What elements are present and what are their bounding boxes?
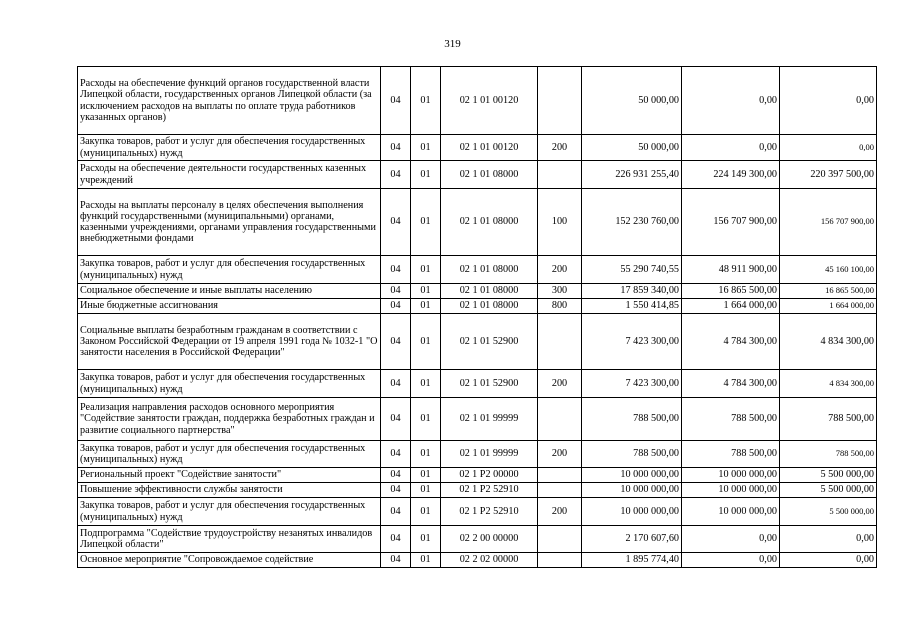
section-code-cell: 04 bbox=[381, 314, 411, 370]
page-number: 319 bbox=[444, 38, 461, 50]
amount-year3-cell: 4 834 300,00 bbox=[780, 314, 877, 370]
subsection-code-cell: 01 bbox=[411, 398, 441, 441]
expense-type-cell bbox=[538, 398, 582, 441]
subsection-code-cell: 01 bbox=[411, 135, 441, 161]
amount-year3-cell: 45 160 100,00 bbox=[780, 256, 877, 284]
budget-table bbox=[77, 66, 877, 568]
expense-type-cell: 300 bbox=[538, 284, 582, 299]
section-code-cell: 04 bbox=[381, 398, 411, 441]
section-code-cell: 04 bbox=[381, 161, 411, 189]
subsection-code-cell: 01 bbox=[411, 161, 441, 189]
amount-year1-cell: 152 230 760,00 bbox=[582, 189, 682, 256]
row-name-cell: Закупка товаров, работ и услуг для обеспечения государственных (муниципальных) нужд bbox=[78, 135, 381, 161]
expense-type-cell: 200 bbox=[538, 135, 582, 161]
amount-year3-cell: 5 500 000,00 bbox=[780, 498, 877, 526]
amount-year2-cell: 10 000 000,00 bbox=[682, 483, 780, 498]
table-row bbox=[78, 284, 877, 299]
section-code-cell: 04 bbox=[381, 299, 411, 314]
amount-year3-cell: 1 664 000,00 bbox=[780, 299, 877, 314]
target-article-cell: 02 1 01 08000 bbox=[441, 189, 538, 256]
row-name-cell: Основное мероприятие "Сопровождаемое содействие bbox=[78, 553, 381, 568]
section-code-cell: 04 bbox=[381, 67, 411, 135]
amount-year2-cell: 1 664 000,00 bbox=[682, 299, 780, 314]
amount-year2-cell: 10 000 000,00 bbox=[682, 468, 780, 483]
amount-year1-cell: 50 000,00 bbox=[582, 135, 682, 161]
expense-type-cell bbox=[538, 526, 582, 553]
table-row bbox=[78, 526, 877, 553]
amount-year3-cell: 5 500 000,00 bbox=[780, 483, 877, 498]
section-code-cell: 04 bbox=[381, 483, 411, 498]
target-article-cell: 02 1 01 08000 bbox=[441, 284, 538, 299]
subsection-code-cell: 01 bbox=[411, 67, 441, 135]
table-row bbox=[78, 161, 877, 189]
section-code-cell: 04 bbox=[381, 441, 411, 468]
section-code-cell: 04 bbox=[381, 468, 411, 483]
subsection-code-cell: 01 bbox=[411, 370, 441, 398]
amount-year2-cell: 4 784 300,00 bbox=[682, 314, 780, 370]
amount-year2-cell: 10 000 000,00 bbox=[682, 498, 780, 526]
table-row bbox=[78, 483, 877, 498]
amount-year3-cell: 5 500 000,00 bbox=[780, 468, 877, 483]
row-name-cell: Расходы на обеспечение функций органов государственной власти Липецкой области, государственных органов Липецкой области (за исключением расходов на выплаты по оплате труда работников указанных органов) bbox=[78, 67, 381, 135]
amount-year2-cell: 48 911 900,00 bbox=[682, 256, 780, 284]
expense-type-cell bbox=[538, 161, 582, 189]
target-article-cell: 02 1 01 99999 bbox=[441, 398, 538, 441]
section-code-cell: 04 bbox=[381, 553, 411, 568]
target-article-cell: 02 1 01 00120 bbox=[441, 135, 538, 161]
amount-year1-cell: 55 290 740,55 bbox=[582, 256, 682, 284]
row-name-cell: Социальное обеспечение и иные выплаты населению bbox=[78, 284, 381, 299]
amount-year3-cell: 0,00 bbox=[780, 553, 877, 568]
table-row bbox=[78, 299, 877, 314]
target-article-cell: 02 1 01 52900 bbox=[441, 370, 538, 398]
table-row bbox=[78, 553, 877, 568]
amount-year3-cell: 0,00 bbox=[780, 526, 877, 553]
target-article-cell: 02 1 01 08000 bbox=[441, 299, 538, 314]
table-row bbox=[78, 256, 877, 284]
row-name-cell: Подпрограмма "Содействие трудоустройству незанятых инвалидов Липецкой области" bbox=[78, 526, 381, 553]
target-article-cell: 02 1 01 08000 bbox=[441, 256, 538, 284]
table-row bbox=[78, 398, 877, 441]
amount-year3-cell: 16 865 500,00 bbox=[780, 284, 877, 299]
amount-year2-cell: 0,00 bbox=[682, 553, 780, 568]
row-name-cell: Региональный проект "Содействие занятости" bbox=[78, 468, 381, 483]
row-name-cell: Социальные выплаты безработным гражданам в соответствии с Законом Российской Федерации от 19 апреля 1991 года № 1032-1 "О занятости населения в Российской Федерации" bbox=[78, 314, 381, 370]
amount-year1-cell: 10 000 000,00 bbox=[582, 468, 682, 483]
table-row bbox=[78, 135, 877, 161]
target-article-cell: 02 1 P2 52910 bbox=[441, 498, 538, 526]
amount-year2-cell: 4 784 300,00 bbox=[682, 370, 780, 398]
target-article-cell: 02 2 02 00000 bbox=[441, 553, 538, 568]
expense-type-cell bbox=[538, 553, 582, 568]
table-row bbox=[78, 468, 877, 483]
amount-year1-cell: 10 000 000,00 bbox=[582, 483, 682, 498]
expense-type-cell: 800 bbox=[538, 299, 582, 314]
section-code-cell: 04 bbox=[381, 256, 411, 284]
amount-year2-cell: 788 500,00 bbox=[682, 441, 780, 468]
amount-year3-cell: 4 834 300,00 bbox=[780, 370, 877, 398]
amount-year1-cell: 17 859 340,00 bbox=[582, 284, 682, 299]
subsection-code-cell: 01 bbox=[411, 284, 441, 299]
row-name-cell: Реализация направления расходов основного мероприятия "Содействие занятости граждан, поддержка безработных граждан и развитие социального партнерства" bbox=[78, 398, 381, 441]
amount-year2-cell: 0,00 bbox=[682, 67, 780, 135]
subsection-code-cell: 01 bbox=[411, 299, 441, 314]
table-body bbox=[78, 67, 877, 568]
amount-year2-cell: 224 149 300,00 bbox=[682, 161, 780, 189]
subsection-code-cell: 01 bbox=[411, 314, 441, 370]
table-row bbox=[78, 441, 877, 468]
target-article-cell: 02 1 P2 00000 bbox=[441, 468, 538, 483]
expense-type-cell bbox=[538, 314, 582, 370]
expense-type-cell: 200 bbox=[538, 441, 582, 468]
subsection-code-cell: 01 bbox=[411, 553, 441, 568]
amount-year3-cell: 0,00 bbox=[780, 67, 877, 135]
target-article-cell: 02 1 01 00120 bbox=[441, 67, 538, 135]
amount-year1-cell: 7 423 300,00 bbox=[582, 314, 682, 370]
target-article-cell: 02 1 P2 52910 bbox=[441, 483, 538, 498]
expense-type-cell: 200 bbox=[538, 370, 582, 398]
amount-year3-cell: 788 500,00 bbox=[780, 398, 877, 441]
subsection-code-cell: 01 bbox=[411, 526, 441, 553]
row-name-cell: Закупка товаров, работ и услуг для обеспечения государственных (муниципальных) нужд bbox=[78, 370, 381, 398]
amount-year1-cell: 7 423 300,00 bbox=[582, 370, 682, 398]
subsection-code-cell: 01 bbox=[411, 256, 441, 284]
row-name-cell: Повышение эффективности службы занятости bbox=[78, 483, 381, 498]
table-row bbox=[78, 67, 877, 135]
expense-type-cell bbox=[538, 67, 582, 135]
subsection-code-cell: 01 bbox=[411, 189, 441, 256]
expense-type-cell: 200 bbox=[538, 256, 582, 284]
table-row bbox=[78, 498, 877, 526]
subsection-code-cell: 01 bbox=[411, 483, 441, 498]
target-article-cell: 02 2 00 00000 bbox=[441, 526, 538, 553]
row-name-cell: Закупка товаров, работ и услуг для обеспечения государственных (муниципальных) нужд bbox=[78, 441, 381, 468]
table-row bbox=[78, 314, 877, 370]
amount-year3-cell: 0,00 bbox=[780, 135, 877, 161]
section-code-cell: 04 bbox=[381, 135, 411, 161]
section-code-cell: 04 bbox=[381, 526, 411, 553]
table-row bbox=[78, 370, 877, 398]
row-name-cell: Расходы на обеспечение деятельности государственных казенных учреждений bbox=[78, 161, 381, 189]
amount-year1-cell: 226 931 255,40 bbox=[582, 161, 682, 189]
amount-year2-cell: 0,00 bbox=[682, 526, 780, 553]
target-article-cell: 02 1 01 08000 bbox=[441, 161, 538, 189]
amount-year3-cell: 788 500,00 bbox=[780, 441, 877, 468]
amount-year2-cell: 788 500,00 bbox=[682, 398, 780, 441]
table-row bbox=[78, 189, 877, 256]
section-code-cell: 04 bbox=[381, 189, 411, 256]
expense-type-cell bbox=[538, 468, 582, 483]
expense-type-cell: 200 bbox=[538, 498, 582, 526]
subsection-code-cell: 01 bbox=[411, 468, 441, 483]
section-code-cell: 04 bbox=[381, 498, 411, 526]
amount-year2-cell: 0,00 bbox=[682, 135, 780, 161]
amount-year1-cell: 788 500,00 bbox=[582, 441, 682, 468]
amount-year1-cell: 1 895 774,40 bbox=[582, 553, 682, 568]
amount-year3-cell: 220 397 500,00 bbox=[780, 161, 877, 189]
target-article-cell: 02 1 01 52900 bbox=[441, 314, 538, 370]
row-name-cell: Иные бюджетные ассигнования bbox=[78, 299, 381, 314]
amount-year1-cell: 788 500,00 bbox=[582, 398, 682, 441]
amount-year1-cell: 50 000,00 bbox=[582, 67, 682, 135]
expense-type-cell bbox=[538, 483, 582, 498]
row-name-cell: Закупка товаров, работ и услуг для обеспечения государственных (муниципальных) нужд bbox=[78, 498, 381, 526]
target-article-cell: 02 1 01 99999 bbox=[441, 441, 538, 468]
row-name-cell: Расходы на выплаты персоналу в целях обеспечения выполнения функций государственными (муниципальными) органами, казенными учреждениями, органами управления государственными внебюджетными фондами bbox=[78, 189, 381, 256]
section-code-cell: 04 bbox=[381, 284, 411, 299]
amount-year3-cell: 156 707 900,00 bbox=[780, 189, 877, 256]
amount-year1-cell: 10 000 000,00 bbox=[582, 498, 682, 526]
amount-year2-cell: 16 865 500,00 bbox=[682, 284, 780, 299]
row-name-cell: Закупка товаров, работ и услуг для обеспечения государственных (муниципальных) нужд bbox=[78, 256, 381, 284]
amount-year2-cell: 156 707 900,00 bbox=[682, 189, 780, 256]
subsection-code-cell: 01 bbox=[411, 441, 441, 468]
expense-type-cell: 100 bbox=[538, 189, 582, 256]
amount-year1-cell: 1 550 414,85 bbox=[582, 299, 682, 314]
section-code-cell: 04 bbox=[381, 370, 411, 398]
amount-year1-cell: 2 170 607,60 bbox=[582, 526, 682, 553]
subsection-code-cell: 01 bbox=[411, 498, 441, 526]
